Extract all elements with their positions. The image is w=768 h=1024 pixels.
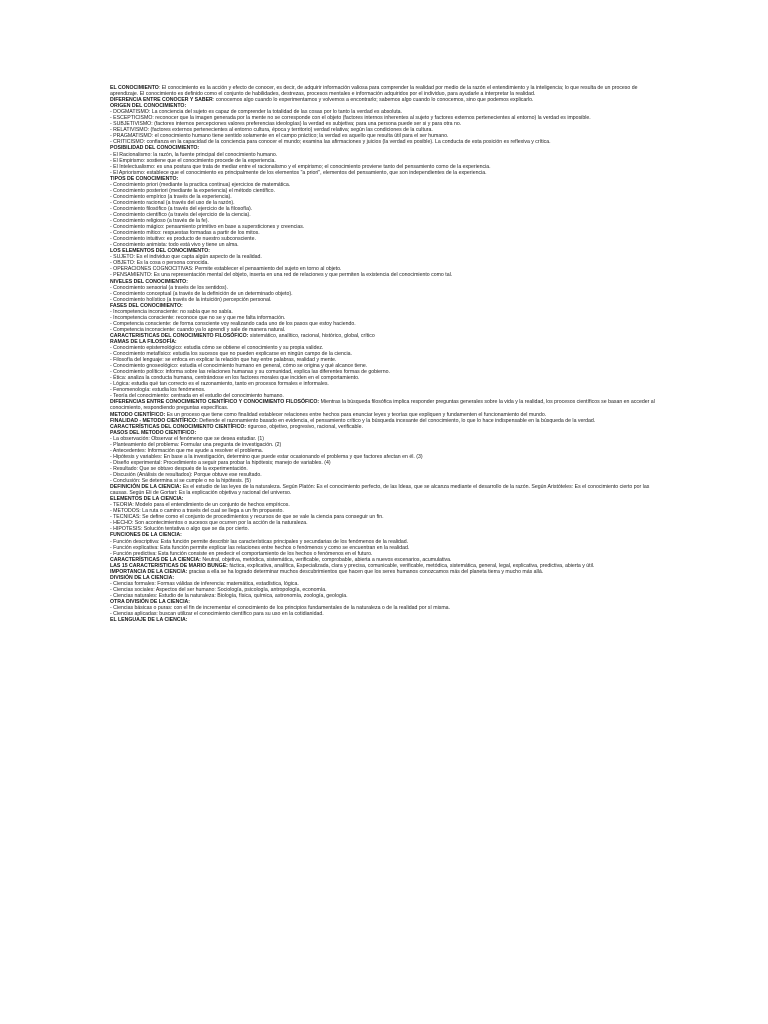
- line-text: - Conocimiento epistemológico: estudia cómo se obtiene el conocimiento y su propia validez.: [110, 345, 324, 352]
- line-text: - Función predictiva: Esta función consiste en predecir el comportamiento de los hechos o fenómenos en el futuro.: [110, 550, 373, 557]
- document-line: [110, 85, 660, 97]
- line-heading: DIFERENCIAS ENTRE CONOCIMIENTO CIENTÍFICO Y CONOCIMIENTO FILOSÓFICO:: [110, 399, 320, 406]
- line-text: - Ética: analiza la conducta humana, centrándose en los factores morales que inciden en el comportamiento.: [110, 375, 360, 382]
- line-text: - TEORIA: Modelo para el entendimiento de un conjunto de hechos empíricos.: [110, 502, 290, 509]
- line-heading: DIFERENCIA ENTRE CONOCER Y SABER: [110, 97, 213, 104]
- line-text: Neutral, objetiva, metódica, sistemática, verificable, comprobable, abierta a nuevos escenarios, acumulativa.: [200, 556, 452, 563]
- line-text: - Discusión (Análisis de resultados): Porque obtuve ese resultado.: [110, 472, 262, 478]
- line-text: fáctica, explicativa, analítica, Especializada, clara y precisa, comunicable, verificable, metódica, sistemática, general, legal, explicativa, predictiva, abierta y útil.: [227, 562, 595, 569]
- line-text: - Conocimiento filosófico (a través del ejercicio de la filosofía).: [110, 205, 253, 212]
- line-text: - Conocimiento animista: todo está vivo y tiene un alma.: [110, 242, 239, 249]
- line-text: - Incompetencia consciente: reconoce que no se y que me falta información.: [110, 314, 286, 321]
- line-heading: FASES DEL CONOCIMIENTO:: [110, 302, 183, 309]
- line-text: - Fenomenología: estudia los fenómenos.: [110, 387, 206, 394]
- line-text: - Conocimiento racional (a través del uso de la razón).: [110, 199, 235, 206]
- line-heading: DIVISIÓN DE LA CIENCIA:: [110, 574, 175, 581]
- line-text: - El Racionalismo: la razón, la fuente principal del conocimiento humano.: [110, 151, 278, 158]
- line-text: - Conocimiento conceptual (a través de la definición de un determinado objeto).: [110, 290, 293, 297]
- line-text: - TECNICAS: Se define como el conjunto de procedimientos y recursos de que se vale la ciencia para conseguir un fin.: [110, 514, 384, 521]
- line-heading: FINALIDAD - METODO CIENTÍFICO:: [110, 417, 198, 424]
- line-text: Mientras la búsqueda filosófica implica responder preguntas generales sobre la vida y la realidad, los procesos científicos se basan en acceder al conocimiento, respondiendo preguntas específicas.: [110, 399, 655, 412]
- line-text: - DOGMATISMO: La conciencia del sujeto es capaz de comprender la totalidad de las cosas por lo tanto la verdad es absoluta.: [110, 109, 402, 116]
- line-heading: NIVELES DEL CONOCIMIENTO:: [110, 278, 188, 285]
- line-heading: TIPOS DE CONOCIMIENTO:: [110, 175, 179, 182]
- line-heading: CARACTERÍSTICAS DEL CONOCIMIENTO CIENTÍFICO:: [110, 423, 247, 430]
- line-heading: CARACTERISTICAS DEL CONOCIMIENTO FILOSÓFICO:: [110, 332, 249, 339]
- line-text: - HECHO: Son acontecimientos o sucesos que ocurren por la acción de la naturaleza.: [110, 520, 308, 527]
- line-text: gracias a ella se ha logrado determinar muchos descubrimientos que hacen que los seres humanos conozcamos más del planeta tierra y mucho más allá.: [187, 568, 544, 575]
- line-heading: OTRA DIVISIÓN DE LA CIENCIA:: [110, 598, 191, 605]
- line-text: - La observación: Observar el fenómeno que se desea estudiar. (1): [110, 435, 264, 442]
- line-text: : conocemos algo cuando lo experimentamos y volvemos a encontrarlo; sabemos algo cuando lo conocemos, sino que podemos explicarlo.: [212, 97, 534, 104]
- line-heading: METODO CIENTÍFICO:: [110, 411, 166, 418]
- line-heading: CARACTERÍSTICAS DE LA CIENCIA:: [110, 556, 201, 563]
- line-text: - El Apriorismo: establece que el conocimiento es principalmente de los elementos "a priori", elementos del pensamiento, que son independientes de la experiencia.: [110, 169, 487, 176]
- line-text: - El Empirismo: sostiene que el conocimiento procede de la experiencia.: [110, 157, 276, 164]
- line-text: - PRAGMATISMO: el conocimiento humano tiene sentido solamente en el campo práctico; la verdad es aquello que resulta útil para el ser humano.: [110, 133, 449, 140]
- line-text: riguroso, objetivo, progresivo, racional, verificable.: [246, 423, 363, 430]
- line-text: - Diseño experimental: Procedimiento a seguir para probar la hipótesis; manejo de variables. (4): [110, 459, 331, 466]
- line-heading: EL CONOCIMIENTO: [110, 85, 159, 91]
- line-heading: POSIBILIDAD DEL CONOCIMIENTO:: [110, 145, 200, 152]
- line-text: - Competencia inconsciente: cuando ya lo aprendí y sale de manera natural.: [110, 326, 286, 333]
- line-text: - Conocimiento político: informa sobre las relaciones humanas y su comunidad, explica las diferentes formas de gobierno.: [110, 369, 390, 376]
- line-text: Defiende el razonamiento basado en evidencia, el pensamiento crítico y la búsqueda incesante del conocimiento, lo que lo hace indispensable en la búsqueda de la verdad.: [197, 417, 596, 424]
- line-text: Es el estudio de las leyes de la naturaleza. Según Platón: Es el conocimiento perfecto, de las Ideas, que se alcanza mediante el desarrollo de la razón. Según Aristóteles: Es el conocimiento cierto por las causas. Según Eli de Gortari: Es la explicación objetiva y racional del universo.: [110, 484, 650, 497]
- line-heading: DEFINICIÓN DE LA CIENCIA:: [110, 484, 182, 491]
- line-text: : El conocimiento es la acción y efecto de conocer, es decir, de adquirir información valiosa para comprender la realidad por medio de la razón el entendimiento y la inteligencia; lo que resulta de un proceso de aprendizaje. El conocimiento es definido como el conjunto de habilidades, destrezas, procesos mentales e información adquiridos por el individuo, para ayudarle a interpretar la realidad.: [110, 85, 638, 98]
- line-heading: ELEMENTOS DE LA CIENCIA:: [110, 496, 184, 503]
- line-text: - Ciencias aplicadas: buscan utilizar el conocimiento científico para su uso en la cotidianidad.: [110, 611, 324, 618]
- line-text: - Ciencias básicas o puras: con el fin de incrementar el conocimiento de los principios fundamentales de la naturaleza o de la realidad por sí misma.: [110, 605, 450, 612]
- line-text: - Conocimiento empírico (a través de la experiencia).: [110, 193, 232, 200]
- line-text: Es un proceso que tiene como finalidad establecer relaciones entre hechos para enunciar leyes y teorías que expliquen y fundamenten el funcionamiento del mundo.: [165, 411, 547, 418]
- line-heading: LAS 15 CARACTERISTICAS DE MARIO BUNGE:: [110, 562, 228, 569]
- line-text: - Ciencias naturales: Estudio de la naturaleza: Biología, física, química, astronomía, zoología, geología.: [110, 592, 348, 599]
- line-text: - Conocimiento mítico: respuestas formadas a partir de los mitos.: [110, 230, 260, 237]
- line-text: - SUBJETIVISMO: (factores internos percepciones valores preferencias ideologías) la verdad es subjetiva; para una persona puede ser si y para otra no.: [110, 121, 462, 128]
- line-text: - El Intelectualismo: es una postura que trata de mediar entre el racionalismo y el empirismo; el conocimiento proviene tanto del pensamiento como de la experiencia.: [110, 163, 491, 170]
- line-heading: LOS ELEMENTOS DEL CONOCIMIENTO:: [110, 248, 211, 255]
- line-heading: IMPORTANCIA DE LA CIENCIA:: [110, 568, 188, 575]
- line-text: - Planteamiento del problema: Formular una pregunta de investigación. (2): [110, 441, 282, 448]
- line-text: - Conocimiento sensorial (a través de los sentidos).: [110, 284, 228, 291]
- line-text: - Conocimiento gnoseológico: estudia el conocimiento humano en general, cómo se origina y qué alcance tiene.: [110, 363, 368, 370]
- line-text: - Función explicativa: Esta función permite explicar las relaciones entre hechos o fenómenos y como se encuentran en la realidad.: [110, 544, 410, 551]
- line-text: - Función descriptiva: Esta función permite describir las características principales y secundarias de los fenómenos de la realidad.: [110, 538, 409, 545]
- line-text: - Conocimiento posteriori (mediante la experiencia) el método científico.: [110, 187, 275, 194]
- line-text: - Conocimiento metafísico: estudia los sucesos que no pueden explicarse en ningún campo de la ciencia.: [110, 351, 352, 358]
- line-text: - HIPOTESIS: Solución tentativa o algo que se da por cierto.: [110, 526, 249, 533]
- line-text: - OPERACIONES COGNOCITIVAS: Permite establecer el pensamiento del sujeto en torno al objeto.: [110, 266, 342, 273]
- line-text: - Ciencias formales: Formas válidas de inferencia: matemática, estadística, lógica.: [110, 580, 299, 587]
- line-text: - Conocimiento intuitivo: es producto de nuestro subconsciente.: [110, 236, 256, 243]
- line-text: - Teoría del conocimiento: centrada en el estudio del conocimiento humano.: [110, 393, 284, 400]
- line-text: - Competencia consciente: de forma consciente voy realizando cada uno de los pasos que estoy haciendo.: [110, 320, 356, 327]
- line-text: - Conocimiento priori (mediante la practica continua) ejercicios de matemática.: [110, 181, 291, 188]
- line-text: - Conocimiento religioso (a través de la fe).: [110, 218, 209, 225]
- document-line: [110, 617, 660, 623]
- line-heading: FUNCIONES DE LA CIENCIA:: [110, 532, 182, 539]
- document-page: [110, 85, 660, 623]
- line-text: - Ciencias sociales: Aspectos del ser humano: Sociología, psicología, antropología, economía.: [110, 586, 327, 593]
- line-text: - RELATIVISMO: (factores externos pertenecientes al entorno cultura, época y territorio) verdad relativa; según las condiciones de la cultura.: [110, 127, 433, 134]
- line-text: - Antecedentes: Información que me ayude a resolver el problema.: [110, 447, 264, 454]
- line-heading: ORIGEN DEL CONOCIMIENTO:: [110, 103, 187, 110]
- document-line: [110, 484, 660, 496]
- line-heading: RAMAS DE LA FILOSOFÍA:: [110, 338, 177, 345]
- line-text: - OBJETO: Es la cosa o persona conocida.: [110, 260, 209, 267]
- line-text: - METODOS: La ruta o camino a través del cual se llega a un fin propuesto.: [110, 508, 284, 515]
- line-text: - Conclusión: Se determina si se cumple o no la hipótesis. (5): [110, 478, 251, 485]
- line-text: - Conocimiento mágico: pensamiento primitivo en base a supersticiones y creencias.: [110, 224, 305, 231]
- line-text: - Resultado: Que se obtuvo después de la experimentación.: [110, 465, 248, 472]
- line-text: - Conocimiento holístico (a través de la intuición) percepción personal.: [110, 296, 272, 303]
- line-text: - ESCEPTICISMO: reconocer que la imagen generada por la mente no se corresponde con el objeto (factores internos inherentes al sujeto y factores externos pertenecientes al entorno) la verdad es imposible.: [110, 115, 591, 122]
- line-text: - Hipótesis y variables: En base a la investigación, determino que puede estar ocasionando el problema y que factores afectan en él. (3): [110, 453, 423, 460]
- line-text: - Filosofía del lenguaje: se enfoca en explicar la relación que hay entre palabras, realidad y mente.: [110, 357, 337, 364]
- line-text: sistemático, analítico, racional, histórico, global, crítico: [248, 332, 375, 339]
- line-text: - Conocimiento científico (a través del ejercicio de la ciencia).: [110, 211, 251, 218]
- line-heading: EL LENGUAJE DE LA CIENCIA:: [110, 617, 188, 624]
- document-line: [110, 399, 660, 411]
- line-text: - PENSAMIENTO: Es una representación mental del objeto, inserta en una red de relaciones y que permiten la existencia del conocimiento como tal.: [110, 272, 453, 279]
- line-text: - Lógica: estudia qué tan correcto es el razonamiento, tanto en procesos formales e informales.: [110, 381, 329, 388]
- line-text: - CRITICISMO: confianza en la capacidad de la conciencia para conocer el mundo; examina las afirmaciones y juicios (la verdad es posible). La conducta de esta posición es reflexiva y crítica.: [110, 139, 551, 146]
- line-heading: PASOS DEL METODO CIENTIFICO:: [110, 429, 197, 436]
- line-text: - Incompetencia inconsciente: no sabía que no sabía.: [110, 308, 233, 315]
- line-text: - SUJETO: Es el individuo que capta algún aspecto de la realidad.: [110, 254, 262, 261]
